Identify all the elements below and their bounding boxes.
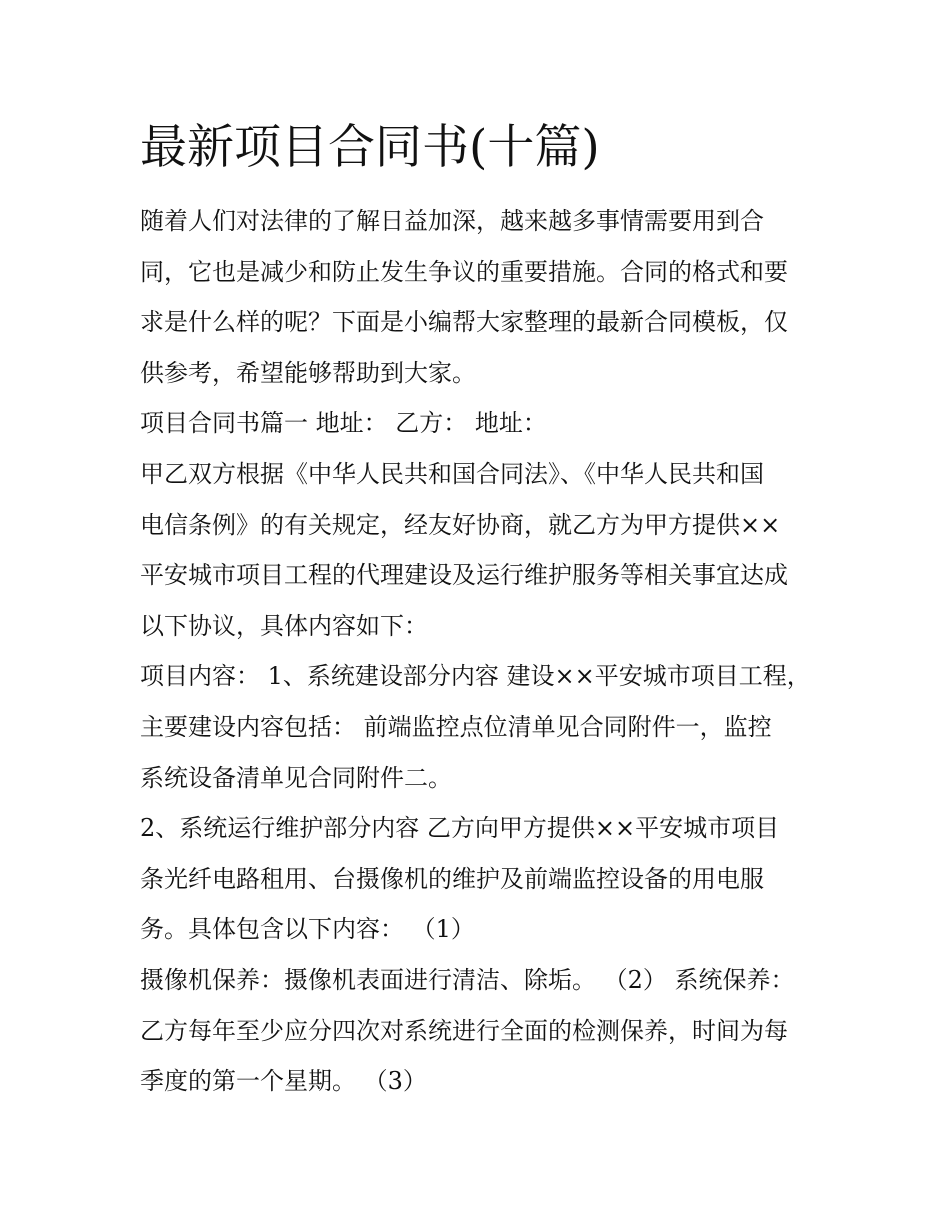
paragraph-agreement-basis	[140, 449, 820, 651]
text-line: 2、系统运行维护部分内容 乙方向甲方提供××平安城市项目	[140, 814, 780, 843]
text-line: 主要建设内容包括： 前端监控点位清单见合同附件一，监控	[140, 712, 772, 741]
text-line: 以下协议，具体内容如下：	[140, 611, 428, 640]
text-line: 条光纤电路租用、台摄像机的维护及前端监控设备的用电服	[140, 864, 764, 893]
text-line: 电信条例》的有关规定，经友好协商，就乙方为甲方提供××	[140, 510, 781, 539]
text-line: 供参考，希望能够帮助到大家。	[140, 358, 476, 387]
paragraph-camera-care	[140, 955, 820, 1107]
text-line: 同，它也是减少和防止发生争议的重要措施。合同的格式和要	[140, 257, 788, 286]
text-line: 系统设备清单见合同附件二。	[140, 763, 452, 792]
paragraph-section-header	[140, 398, 820, 449]
document-title: 最新项目合同书(十篇)	[140, 120, 600, 175]
text-line: 乙方每年至少应分四次对系统进行全面的检测保养，时间为每	[140, 1016, 788, 1045]
text-line: 求是什么样的呢？下面是小编帮大家整理的最新合同模板，仅	[140, 308, 788, 337]
text-line: 季度的第一个星期。 （3）	[140, 1067, 427, 1096]
text-line: 项目内容： 1、系统建设部分内容 建设××平安城市项目工程，	[140, 662, 811, 691]
text-line: 项目合同书篇一 地址： 乙方： 地址：	[140, 409, 547, 438]
paragraph-project-content	[140, 651, 820, 803]
paragraph-maintenance	[140, 803, 820, 955]
document-page	[140, 112, 820, 1107]
text-line: 甲乙双方根据《中华人民共和国合同法》、《中华人民共和国	[140, 459, 764, 488]
text-line: 务。具体包含以下内容： （1）	[140, 915, 475, 944]
text-line: 摄像机保养：摄像机表面进行清洁、除垢。 （2） 系统保养：	[140, 965, 795, 994]
paragraph-intro	[140, 196, 820, 398]
text-line: 平安城市项目工程的代理建设及运行维护服务等相关事宜达成	[140, 561, 788, 590]
text-line: 随着人们对法律的了解日益加深，越来越多事情需要用到合	[140, 207, 764, 235]
